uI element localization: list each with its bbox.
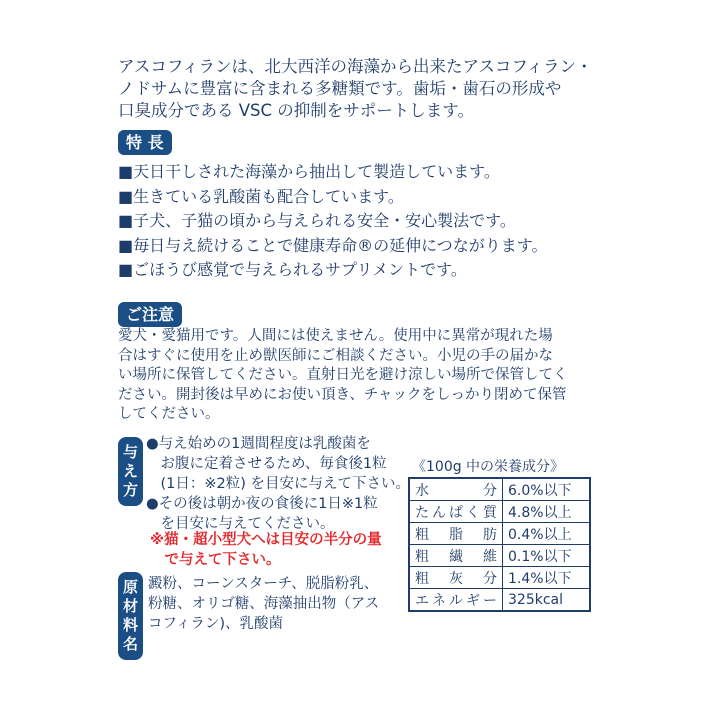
how-to-line: (1日：※2粒) を目安に与えて下さい。: [146, 476, 411, 492]
how-to-heading: 与え方: [118, 437, 143, 506]
how-to-line: ●その後は朝か夜の食後に1日※1粒: [146, 496, 378, 512]
caution-line: い場所に保管してください。直射日光を避け涼しい場所で保管してく: [118, 367, 568, 383]
nutrient-value: 0.1%以下: [503, 545, 591, 567]
feature-item: ■生きている乳酸菌も配合しています。: [118, 186, 404, 206]
nutrient-name: エネルギー: [409, 589, 503, 612]
caution-line: ださい。開封後は早めにお使い頂き、チャックをしっかり閉めて保管: [118, 386, 567, 403]
nutrient-name: 水分: [409, 478, 503, 501]
nutrient-name: 粗繊維: [409, 545, 503, 567]
feature-item: ■天日干しされた海藻から抽出して製造しています。: [118, 162, 500, 181]
caution-heading: ご注意: [118, 302, 182, 327]
nutrient-value: 4.8%以上: [503, 501, 591, 523]
dosage-warning: [150, 530, 382, 570]
feature-item: ■ごほうび感覚で与えられるサプリメントです。: [118, 260, 467, 279]
table-row: [409, 478, 590, 501]
ingredients-line: コフィラン)、乳酸菌: [148, 616, 283, 632]
caution-line: 合はすぐに使用を止め獣医師にご相談ください。小児の手の届かな: [118, 347, 553, 364]
nutrient-name: たんぱく質: [409, 501, 503, 523]
warning-line: で与えて下さい。: [150, 552, 281, 568]
nutrient-name: 粗脂肪: [409, 523, 503, 545]
table-row: [409, 545, 590, 567]
how-to-line: ●与え始めの1週間程度は乳酸菌を: [146, 436, 371, 452]
nutrient-value: 0.4%以上: [503, 523, 591, 545]
table-row: [409, 523, 590, 545]
table-row: [409, 501, 590, 523]
features-heading: 特 長: [118, 130, 172, 155]
intro-line: アスコフィランは、北大西洋の海藻から出来たアスコフィラン・: [118, 57, 593, 76]
feature-item: ■子犬、子猫の頃から与えられる安全・安心製法です。: [118, 211, 516, 230]
how-to-text: [146, 434, 410, 534]
caution-line: してください。: [118, 406, 220, 422]
nutrient-value: 6.0%以下: [503, 478, 591, 501]
nutrient-value: 325kcal: [503, 589, 591, 612]
caution-line: 愛犬・愛猫用です。人間には使えません。使用中に異常が現れた場: [118, 328, 553, 344]
intro-line: ノドサムに豊富に含まれる多糖類です。歯垢・歯石の形成や: [118, 79, 562, 98]
ingredients-heading: 原材料名: [118, 572, 143, 660]
table-row: [409, 567, 590, 589]
how-to-line: お腹に定着させるため、毎食後1粒: [146, 456, 387, 472]
nutrition-title: 《100g 中の栄養成分》: [412, 459, 565, 475]
intro-text: [118, 56, 608, 122]
nutrient-name: 粗灰分: [409, 567, 503, 589]
feature-item: ■毎日与え続けることで健康寿命®の延伸につながります。: [118, 235, 548, 255]
nutrition-table: [408, 477, 591, 612]
intro-line: 口臭成分である VSC の抑制をサポートします。: [118, 101, 474, 120]
ingredients-line: 粉糖、オリゴ糖、海藻抽出物（アス: [148, 596, 380, 612]
nutrient-value: 1.4%以下: [503, 567, 591, 589]
ingredients-line: 澱粉、コーンスターチ、脱脂粉乳、: [148, 576, 379, 592]
table-row: [409, 589, 590, 612]
features-list: [118, 160, 548, 283]
warning-line: ※猫・超小型犬へは目安の半分の量: [150, 532, 382, 548]
how-to-line: を目安に与えてください。: [146, 516, 335, 532]
caution-text: [118, 327, 568, 425]
ingredients-text: [148, 574, 379, 634]
